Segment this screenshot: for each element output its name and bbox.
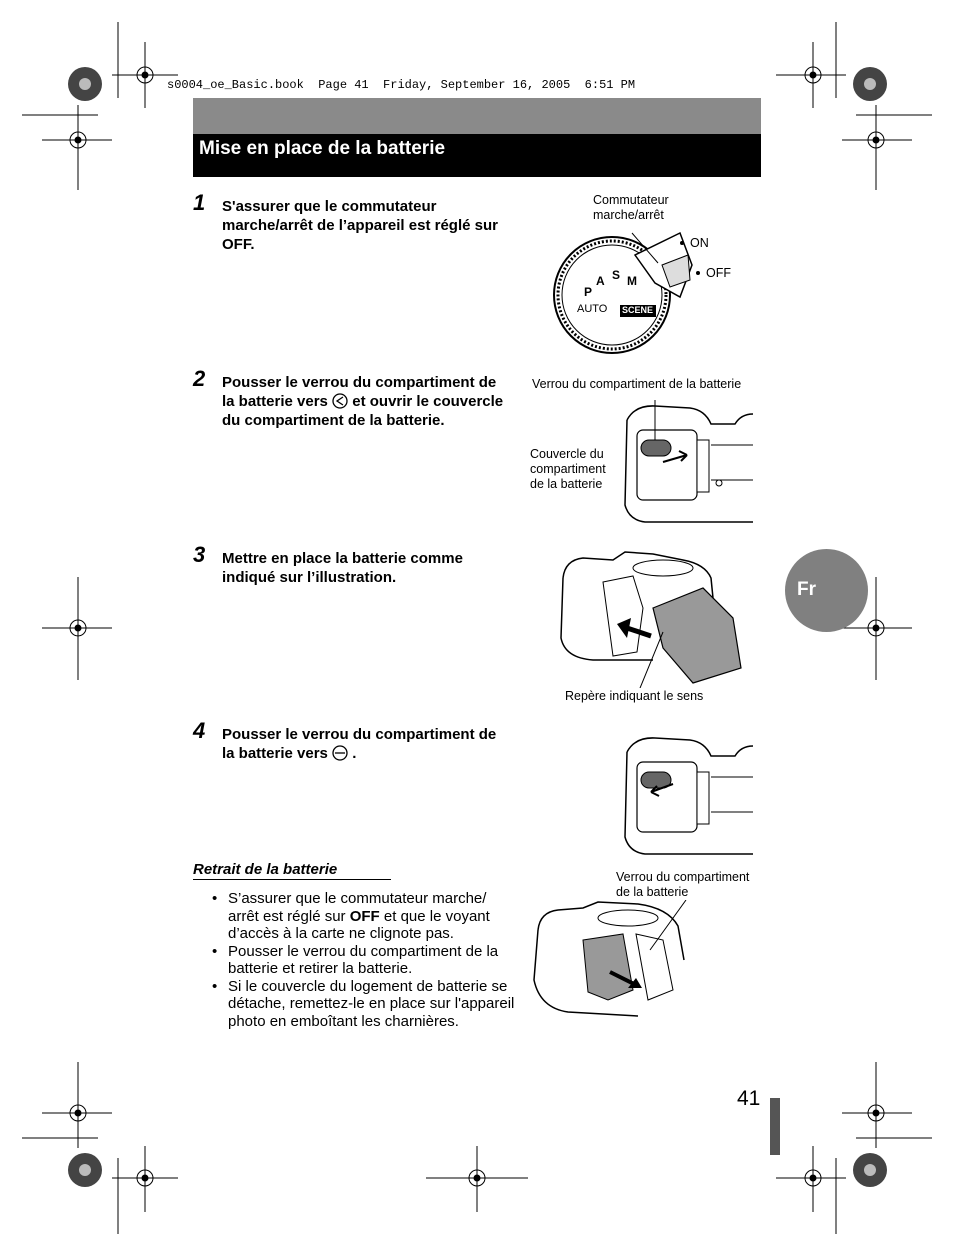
direction-mark-label: Repère indiquant le sens (565, 689, 704, 703)
lock-removal-label: Verrou du compartiment de la batterie (616, 870, 750, 899)
book-metadata-line: s0004_oe_Basic.book Page 41 Friday, September 16, 2005 6:51 PM (167, 78, 636, 92)
page-number: 41 (737, 1087, 761, 1110)
step-1-text: S'assurer que le commutateur marche/arrêt de l’appareil est réglé sur OFF. (222, 198, 498, 253)
mode-dial-illustration (550, 225, 750, 365)
dial-a-label: A (596, 274, 605, 288)
unlock-icon (332, 393, 348, 409)
dial-auto-label: AUTO (577, 303, 608, 315)
language-tab-label: Fr (797, 579, 816, 600)
lock-label: Verrou du compartiment de la batterie (532, 377, 742, 391)
step-3-text: Mettre en place la batterie comme indiqué sur l’illustration. (222, 550, 463, 586)
step-3-number: 3 (193, 542, 206, 567)
battery-cover-open-illustration (615, 400, 755, 530)
list-item (212, 943, 517, 978)
dial-m-label: M (627, 274, 637, 288)
dial-scene-label: SCENE (622, 305, 654, 315)
battery-removal-illustration (528, 900, 698, 1030)
language-tab (785, 549, 868, 632)
switch-label: Commutateur marche/arrêt (593, 193, 669, 222)
bullet-3-text: Si le couvercle du logement de batterie se détache, remettez-le en place sur l'appareil photo en emboîtant les charnières. (228, 977, 515, 1030)
dial-p-label: P (584, 285, 593, 299)
battery-insert-illustration (553, 548, 753, 688)
step-4-number: 4 (193, 718, 206, 743)
list-item (212, 890, 517, 943)
step-4-text-after: . (352, 745, 357, 762)
off-label: OFF (706, 266, 731, 280)
list-item (212, 978, 517, 1031)
bullet-1-bold: OFF (349, 907, 380, 925)
step-1-number: 1 (193, 190, 206, 215)
step-2-number: 2 (193, 366, 206, 391)
dial-s-label: S (612, 268, 621, 282)
removal-list (212, 890, 517, 1030)
lock-icon (332, 745, 348, 761)
step-4-text-before: Pousser le verrou du compartiment de la batterie vers (222, 726, 497, 762)
step-4-text (222, 725, 512, 763)
title-bar-top (193, 98, 761, 134)
step-2-text-after: et ouvrir le couvercle du compartiment de la batterie. (222, 393, 504, 429)
bullet-1-text-after: et que le voyant d’accès à la carte ne clignote pas. (228, 907, 490, 942)
battery-cover-lock-illustration (615, 732, 755, 862)
step-2-text (222, 373, 512, 430)
page-marker-bar (770, 1098, 780, 1155)
on-label: ON (690, 236, 709, 250)
step-2-text-before: Pousser le verrou du compartiment de la batterie vers (222, 374, 497, 410)
section-title: Mise en place de la batterie (199, 138, 446, 159)
bullet-1-text: S’assurer que le commutateur marche/ arrêt est réglé sur (228, 890, 487, 925)
removal-title: Retrait de la batterie (193, 861, 391, 880)
cover-label: Couvercle du compartiment de la batterie (530, 447, 606, 491)
bullet-2-text: Pousser le verrou du compartiment de la batterie et retirer la batterie. (228, 942, 499, 977)
